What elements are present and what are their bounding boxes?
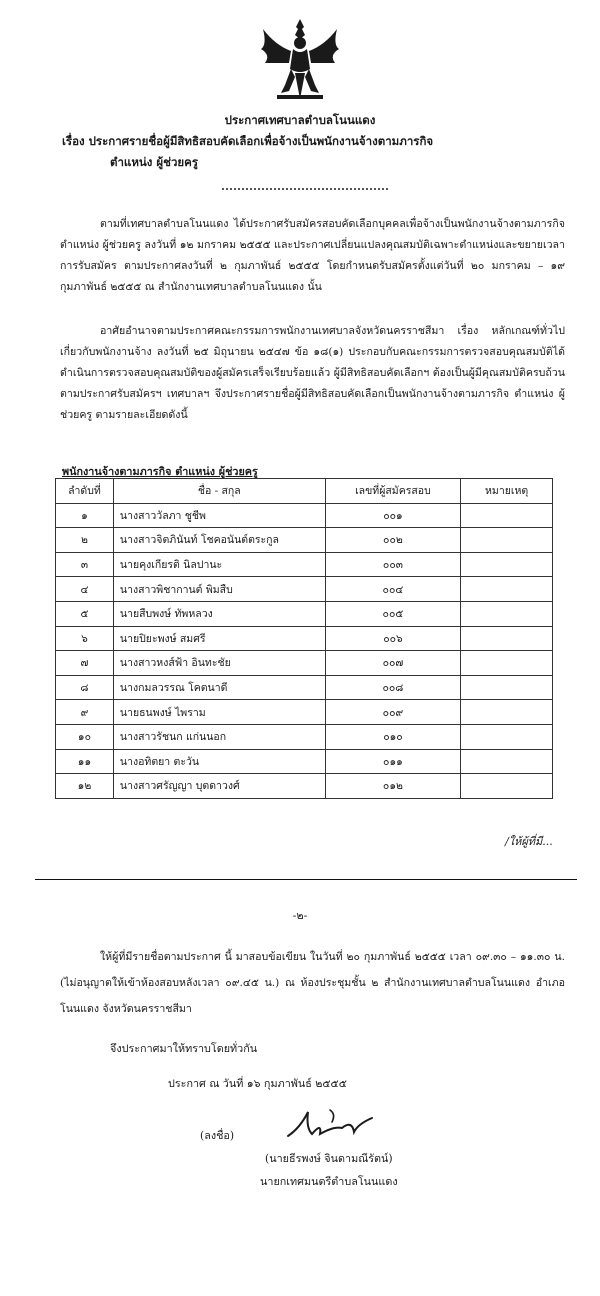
row-applicant-id: ๐๐๙: [325, 700, 461, 725]
row-note: [461, 675, 553, 700]
sign-label: (ลงชื่อ): [200, 1129, 235, 1142]
row-order: ๒: [56, 528, 114, 553]
table-row: [56, 724, 553, 749]
row-applicant-id: ๐๐๕: [325, 601, 461, 626]
table-row: [56, 774, 553, 799]
announcement-subject: เรื่อง ประกาศรายชื่อผู้มีสิทธิสอบคัดเลือกเพื่อจ้างเป็นพนักงานจ้างตามภารกิจ: [62, 134, 434, 148]
row-order: ๘: [56, 675, 114, 700]
row-order: ๑๐: [56, 724, 114, 749]
signer-name: (นายธีรพงษ์ จินดามณีรัตน์): [265, 1152, 393, 1165]
row-applicant-id: ๐๐๗: [325, 651, 461, 676]
table-row: [56, 700, 553, 725]
row-order: ๙: [56, 700, 114, 725]
table-row: [56, 675, 553, 700]
row-name: นายคุงเกียรติ นิลปานะ: [113, 552, 325, 577]
continuation-marker: /ให้ผู้ที่มี...: [505, 835, 553, 848]
row-name: นายปิยะพงษ์ สมศรี: [113, 626, 325, 651]
row-name: นางอทิตยา ตะวัน: [113, 749, 325, 774]
page-number: -๒-: [292, 909, 308, 922]
signature-icon: [282, 1098, 377, 1146]
table-row: [56, 528, 553, 553]
row-note: [461, 577, 553, 602]
row-applicant-id: ๐๐๔: [325, 577, 461, 602]
header-applicant-id: เลขที่ผู้สมัครสอบ: [325, 479, 461, 504]
row-name: นายสืบพงษ์ ทัพหลวง: [113, 601, 325, 626]
body-paragraph-2: อาศัยอำนาจตามประกาศคณะกรรมการพนักงานเทศบาลจังหวัดนครราชสีมา เรื่อง หลักเกณฑ์ทั่วไปเกี่ยวกับพนักงานจ้าง ลงวันที่ ๒๕ มิถุนายน ๒๕๔๗ ข้อ ๑๘(๑) ประกอบกับคณะกรรมการตรวจสอบคุณสมบัติได้ดำเนินการตรวจสอบคุณสมบัติของผู้สมัครเสร็จเรียบร้อยแล้ว ผู้มีสิทธิสอบคัดเลือกฯ ต้องเป็นผู้มีคุณสมบัติครบถ้วนตามประกาศรับสมัครฯ เทศบาลฯ จึงประกาศรายชื่อผู้มีสิทธิสอบคัดเลือกเป็นพนักงานจ้างตามภารกิจ ตำแหน่ง ผู้ช่วยครู ตามรายละเอียดดังนี้: [60, 325, 565, 421]
row-note: [461, 626, 553, 651]
row-name: นางกมลวรรณ โคตนาดี: [113, 675, 325, 700]
row-order: ๓: [56, 552, 114, 577]
row-applicant-id: ๐๐๘: [325, 675, 461, 700]
table-row: [56, 601, 553, 626]
page-divider: [35, 879, 577, 880]
row-name: นางสาวพิชากานต์ พิมสืบ: [113, 577, 325, 602]
row-name: นางสาวจิตภินันท์ โชคอนันต์ตระกูล: [113, 528, 325, 553]
row-order: ๔: [56, 577, 114, 602]
row-applicant-id: ๐๑๐: [325, 724, 461, 749]
row-note: [461, 503, 553, 528]
table-row: [56, 749, 553, 774]
header-note: หมายเหตุ: [461, 479, 553, 504]
row-name: นางสาวศรัญญา บุตดาวงศ์: [113, 774, 325, 799]
garuda-emblem-icon: [255, 15, 345, 105]
candidate-table: [55, 478, 553, 799]
table-row: [56, 651, 553, 676]
row-name: นางสาวหงส์ฟ้า อินทะชัย: [113, 651, 325, 676]
announce-date: ประกาศ ณ วันที่ ๑๖ กุมภาพันธ์ ๒๕๕๕: [168, 1077, 347, 1090]
row-name: นางสาวรัชนก แก่นนอก: [113, 724, 325, 749]
row-note: [461, 724, 553, 749]
announcement-position: ตำแหน่ง ผู้ช่วยครู: [110, 155, 199, 169]
row-order: ๑: [56, 503, 114, 528]
exam-paragraph: ให้ผู้ที่มีรายชื่อตามประกาศ นี้ มาสอบข้อเขียน ในวันที่ ๒๐ กุมภาพันธ์ ๒๕๕๕ เวลา ๐๙.๓๐ – ๑๑.๓๐ น. (ไม่อนุญาตให้เข้าห้องสอบหลังเวลา ๐๙.๔๕ น.) ณ ห้องประชุมชั้น ๒ สำนักงานเทศบาลตำบลโนนแดง อำเภอโนนแดง จังหวัดนครราชสีมา: [60, 951, 565, 1015]
row-applicant-id: ๐๐๓: [325, 552, 461, 577]
row-name: นายธนพงษ์ ไพราม: [113, 700, 325, 725]
row-order: ๑๑: [56, 749, 114, 774]
table-header-row: [56, 479, 553, 504]
dotted-divider: [222, 188, 388, 190]
row-applicant-id: ๐๐๑: [325, 503, 461, 528]
header-name: ชื่อ - สกุล: [113, 479, 325, 504]
row-applicant-id: ๐๐๒: [325, 528, 461, 553]
row-note: [461, 651, 553, 676]
row-order: ๕: [56, 601, 114, 626]
signer-position: นายกเทศมนตรีตำบลโนนแดง: [260, 1175, 398, 1188]
table-row: [56, 552, 553, 577]
row-note: [461, 774, 553, 799]
table-row: [56, 577, 553, 602]
row-applicant-id: ๐๑๑: [325, 749, 461, 774]
row-applicant-id: ๐๐๖: [325, 626, 461, 651]
row-note: [461, 700, 553, 725]
row-note: [461, 528, 553, 553]
body-paragraph-1: ตามที่เทศบาลตำบลโนนแดง ได้ประกาศรับสมัครสอบคัดเลือกบุคคลเพื่อจ้างเป็นพนักงานจ้างตามภารกิจ ตำแหน่ง ผู้ช่วยครู ลงวันที่ ๑๒ มกราคม ๒๕๕๕ และประกาศเปลี่ยนแปลงคุณสมบัติเฉพาะตำแหน่งและขยายเวลาการรับสมัคร ตามประกาศลงวันที่ ๒ กุมภาพันธ์ ๒๕๕๕ โดยกำหนดรับสมัครตั้งแต่วันที่ ๒๐ มกราคม – ๑๙ กุมภาพันธ์ ๒๕๕๕ ณ สำนักงานเทศบาลตำบลโนนแดง นั้น: [60, 218, 565, 293]
row-applicant-id: ๐๑๒: [325, 774, 461, 799]
row-note: [461, 601, 553, 626]
row-name: นางสาววัลภา ชูชีพ: [113, 503, 325, 528]
announce-line: จึงประกาศมาให้ทราบโดยทั่วกัน: [110, 1042, 258, 1055]
row-order: ๖: [56, 626, 114, 651]
table-row: [56, 503, 553, 528]
row-note: [461, 552, 553, 577]
header-order: ลำดับที่: [56, 479, 114, 504]
row-order: ๑๒: [56, 774, 114, 799]
row-order: ๗: [56, 651, 114, 676]
table-row: [56, 626, 553, 651]
row-note: [461, 749, 553, 774]
table-caption: พนักงานจ้างตามภารกิจ ตำแหน่ง ผู้ช่วยครู: [62, 465, 258, 478]
announcement-title: ประกาศเทศบาลตำบลโนนแดง: [224, 113, 376, 127]
